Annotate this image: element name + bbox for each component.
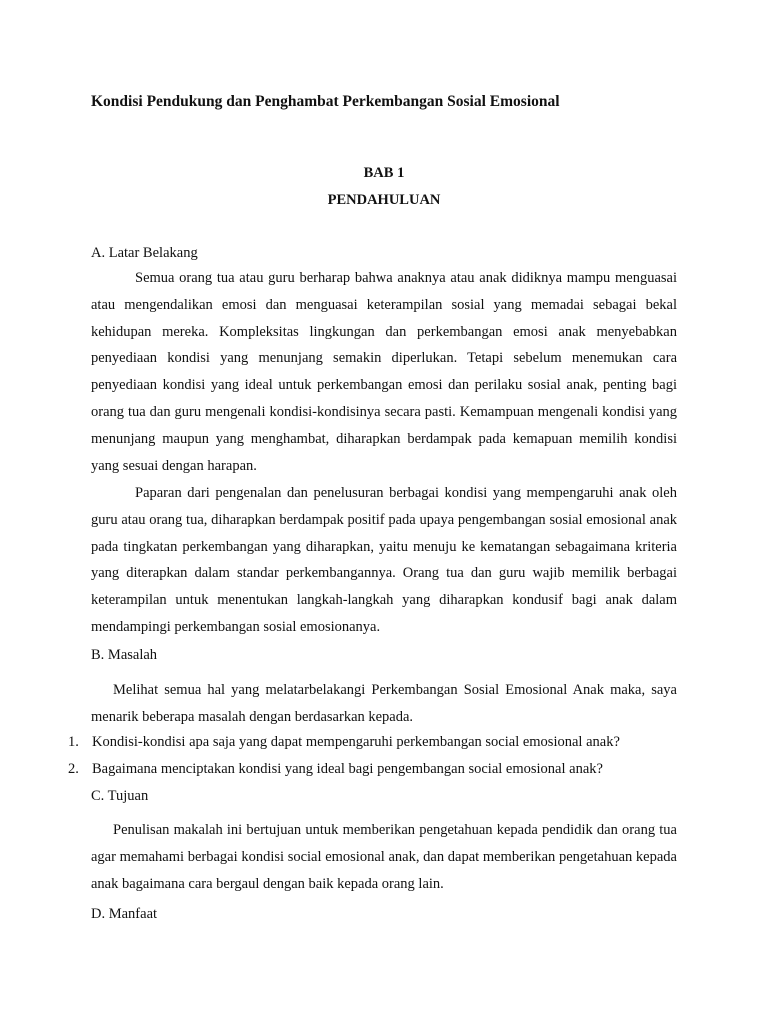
document-title: Kondisi Pendukung dan Penghambat Perkembangan Sosial Emosional: [91, 93, 560, 110]
chapter-title: PENDAHULUAN: [327, 192, 441, 208]
list-number: 2.: [68, 761, 79, 777]
section-heading-manfaat: D. Manfaat: [91, 906, 158, 922]
paragraph-tujuan: Penulisan makalah ini bertujuan untuk memberikan pengetahuan kepada pendidik dan orang tua agar memahami berbagai kondisi social emosional anak, dan dapat memberikan pengetahuan kepada anak bagaimana cara bergaul dengan baik kepada orang lain.: [91, 822, 677, 892]
list-item-masalah-1: [68, 734, 620, 751]
list-item-text: Bagaimana menciptakan kondisi yang ideal bagi pengembangan social emosional anak?: [92, 761, 603, 777]
paragraph-latar-belakang-2: Paparan dari pengenalan dan penelusuran berbagai kondisi yang mempengaruhi anak oleh guru atau orang tua, diharapkan berdampak positif pada upaya pengembangan sosial emosional anak pada tingkatan perkembangan yang diharapkan, yaitu menuju ke kematangan sebagaimana kriteria yang diterapkan dalam standar perkembangannya. Orang tua dan guru wajib memilik berbagai keterampilan untuk menentukan langkah-langkah yang diharapkan kondusif bagi anak dalam mendampingi perkembangan sosial emosionanya.: [91, 485, 677, 635]
list-item-text: Kondisi-kondisi apa saja yang dapat mempengaruhi perkembangan social emosional anak?: [92, 734, 620, 750]
section-heading-tujuan: C. Tujuan: [91, 788, 149, 804]
paragraph-masalah: Melihat semua hal yang melatarbelakangi Perkembangan Sosial Emosional Anak maka, saya menarik beberapa masalah dengan berdasarkan kepada.: [91, 682, 677, 725]
paragraph-latar-belakang-1: Semua orang tua atau guru berharap bahwa anaknya atau anak didiknya mampu menguasai atau mengendalikan emosi dan menguasai keterampilan sosial yang memadai sebagai bekal kehidupan mereka. Kompleksitas lingkungan dan perkembangan emosi anak menyebabkan penyediaan kondisi yang menunjang semakin diperlukan. Tetapi sebelum menemukan cara penyediaan kondisi yang ideal untuk perkembangan emosi dan perilaku sosial anak, penting bagi orang tua dan guru mengenali kondisi-kondisinya secara pasti. Kemampuan mengenali kondisi yang menunjang maupun yang menghambat, diharapkan berdampak pada kemapuan memilih kondisi yang sesuai dengan harapan.: [91, 270, 677, 474]
section-heading-latar-belakang: A. Latar Belakang: [91, 245, 198, 261]
list-item-masalah-2: [68, 761, 603, 778]
chapter-number: BAB 1: [363, 165, 405, 181]
list-number: 1.: [68, 734, 79, 750]
section-heading-masalah: B. Masalah: [91, 647, 158, 663]
